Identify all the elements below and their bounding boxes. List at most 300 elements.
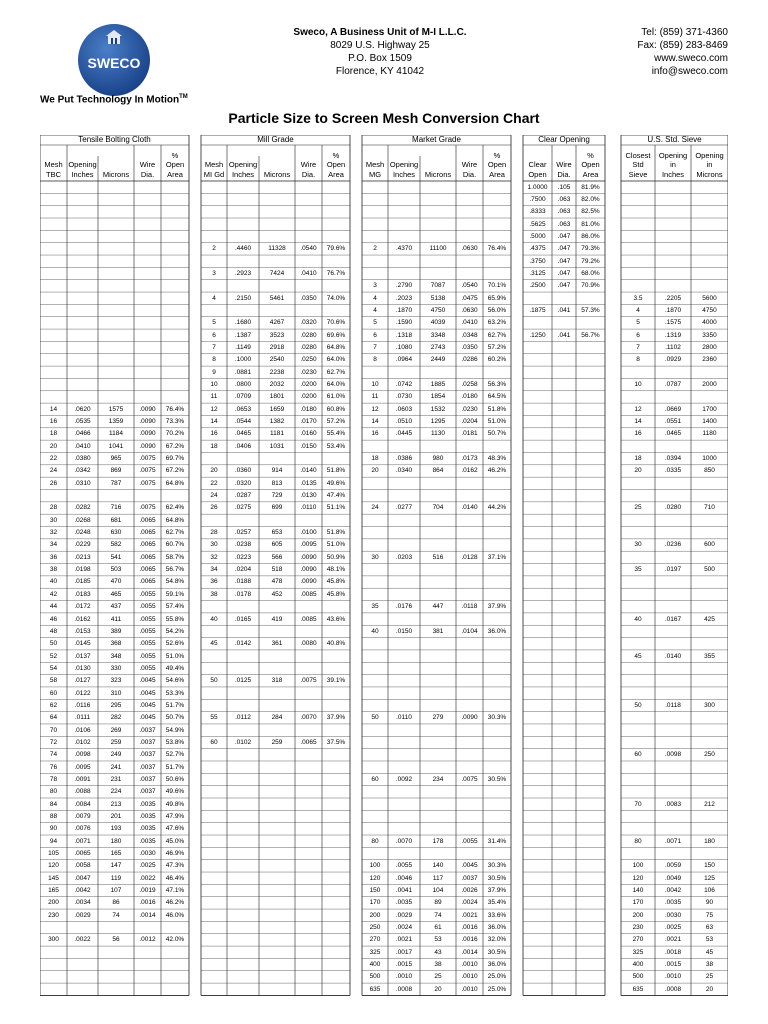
table-cell: 653 [271, 529, 283, 537]
table-cell: 30 [210, 541, 218, 549]
table-cell: 37.9% [487, 603, 507, 611]
table-cell: .0410 [74, 442, 91, 450]
table-cell: 1532 [430, 405, 446, 413]
chart-title: Particle Size to Screen Mesh Conversion Chart [228, 110, 540, 126]
table-cell: 33.6% [487, 911, 507, 919]
table-cell: .0223 [234, 553, 252, 561]
table-cell: 38 [705, 961, 714, 969]
table-cell: 200 [369, 911, 381, 919]
table-cell: .0277 [395, 504, 413, 512]
table-cell: 7 [373, 344, 377, 352]
table-cell: .0065 [139, 553, 156, 561]
table-cell: 70.6% [326, 319, 346, 327]
table-cell: .0320 [234, 479, 252, 487]
table-cell: .0287 [234, 492, 252, 500]
table-cell: .0018 [664, 948, 682, 956]
table-cell: .063 [557, 195, 571, 203]
table-cell: 36.0% [487, 961, 507, 969]
table-cell: .0250 [300, 356, 317, 364]
table-cell: 65.9% [487, 294, 507, 302]
table-cell: 180 [110, 837, 122, 845]
table-cell: .0410 [461, 319, 478, 327]
table-cell: .1149 [235, 344, 251, 352]
table-cell: 72 [49, 738, 58, 746]
table-cell: 76 [49, 763, 58, 771]
table-cell: 44 [49, 603, 58, 611]
table-cell: 53.4% [326, 442, 346, 450]
table-cell: .0475 [461, 294, 478, 302]
table-cell: 478 [271, 578, 283, 586]
table-cell: .0929 [664, 356, 682, 364]
table-cell: .041 [557, 307, 571, 314]
table-cell: 80 [49, 788, 58, 796]
table-cell: 12 [634, 405, 642, 413]
table-cell: 81.0% [581, 220, 600, 228]
table-cell: 24 [49, 467, 58, 475]
table-cell: .2023 [395, 294, 413, 302]
table-cell: .0248 [74, 529, 91, 537]
table-cell: .0167 [664, 615, 682, 623]
table-cell: .0055 [139, 603, 156, 611]
table-cell: 68.0% [581, 269, 600, 277]
table-cell: .0037 [139, 763, 156, 771]
table-cell: 16 [49, 418, 58, 426]
table-cell: .0268 [74, 516, 91, 524]
column-header: Opening in Inches [658, 150, 688, 179]
column-header: Mesh MI Gd [203, 160, 225, 179]
table-cell: .0016 [461, 924, 478, 931]
table-cell: 35 [371, 603, 379, 611]
table-cell: 147 [110, 862, 122, 870]
table-cell: 69.7% [165, 455, 185, 463]
table-cell: 14 [49, 405, 58, 413]
table-cell: 47.6% [165, 825, 185, 833]
column-header: % Open Area [581, 150, 600, 179]
table-cell: .0055 [139, 652, 156, 660]
table-cell: 60.7% [165, 541, 185, 549]
table-cell: .0102 [234, 738, 252, 746]
table-cell: 42 [49, 590, 58, 598]
table-cell: .0042 [74, 886, 91, 894]
table-cell: 67.2% [165, 442, 185, 450]
table-cell: .0386 [395, 455, 413, 463]
table-cell: .7500 [529, 195, 546, 203]
table-cell: .0055 [139, 664, 156, 672]
table-cell: 1700 [702, 405, 717, 413]
table-cell: 11328 [268, 245, 286, 253]
table-cell: 30.3% [487, 862, 507, 870]
column-header: Wire Dia. [556, 160, 572, 179]
table-cell: .0055 [395, 862, 413, 870]
table-cell: .0544 [234, 418, 252, 426]
table-cell: 26 [210, 504, 218, 512]
table-cell: 850 [704, 467, 715, 475]
table-cell: 1.0000 [527, 183, 548, 191]
table-cell: 5 [373, 319, 377, 327]
table-cell: 14 [371, 418, 379, 426]
table-cell: 86.0% [581, 232, 600, 240]
table-cell: .0540 [300, 245, 317, 253]
table-cell: 55 [210, 714, 218, 722]
table-cell: .105 [557, 183, 571, 191]
table-cell: .0055 [139, 615, 156, 623]
table-cell: .0092 [395, 775, 413, 783]
table-cell: .0029 [74, 911, 91, 919]
table-cell: 62.4% [165, 504, 185, 512]
table-cell: .0021 [664, 936, 682, 944]
table-cell: 4 [373, 294, 377, 302]
table-cell: .0035 [395, 899, 413, 907]
table-cell: .0551 [664, 418, 682, 426]
table-cell: .0055 [139, 627, 156, 635]
table-cell: 60 [371, 775, 379, 783]
table-cell: .0340 [395, 467, 413, 475]
table-cell: .0037 [461, 874, 478, 882]
column-header: Microns [424, 169, 452, 179]
table-cell: .0730 [395, 393, 413, 401]
table-cell: 411 [110, 615, 122, 623]
table-cell: .0098 [74, 751, 91, 759]
table-cell: 1382 [269, 418, 285, 426]
table-cell: 8 [636, 356, 640, 364]
table-cell: .0204 [461, 418, 478, 426]
table-cell: 47.1% [165, 886, 185, 894]
table-cell: 400 [369, 961, 381, 969]
table-cell: .0172 [74, 603, 91, 611]
table-cell: .1080 [395, 344, 413, 352]
table-cell: 465 [110, 590, 122, 598]
table-cell: .0669 [664, 405, 682, 413]
table-cell: 300 [48, 936, 59, 944]
table-cell: 231 [110, 775, 122, 783]
table-cell: 51.7% [165, 701, 185, 709]
table-cell: 80 [371, 837, 379, 845]
table-cell: .0037 [139, 775, 156, 783]
table-cell: 57.2% [326, 418, 346, 426]
table-cell: .0140 [664, 652, 682, 660]
table-cell: 566 [271, 553, 283, 561]
table-cell: 250 [369, 924, 381, 931]
table-cell: 2360 [702, 356, 717, 364]
table-cell: .0030 [664, 911, 682, 919]
table-cell: 6 [212, 331, 216, 339]
table-cell: 325 [632, 948, 644, 956]
table-cell: .0183 [74, 590, 91, 598]
table-cell: 47.9% [165, 812, 185, 820]
table-cell: .0535 [74, 418, 91, 426]
table-cell: 30.3% [487, 714, 507, 722]
table-cell: .0348 [461, 331, 478, 339]
table-cell: .0049 [664, 874, 682, 882]
table-cell: 193 [110, 825, 122, 833]
table-cell: 57.2% [487, 344, 507, 352]
table-cell: .0065 [139, 541, 156, 549]
table-cell: 40 [49, 578, 58, 586]
table-cell: 6 [373, 331, 377, 339]
table-cell: 681 [110, 516, 122, 524]
table-cell: .0130 [300, 492, 317, 500]
table-cell: 70 [634, 800, 642, 808]
table-cell: 49.6% [326, 479, 346, 487]
table-cell: 270 [369, 936, 381, 944]
table-cell: .0035 [139, 800, 156, 808]
table-cell: 250 [704, 751, 715, 759]
table-cell: 6 [636, 331, 640, 339]
table-cell: 1130 [431, 430, 445, 438]
table-cell: 18 [634, 455, 642, 463]
table-cell: 53 [434, 936, 442, 944]
table-cell: 25.0% [487, 973, 507, 981]
email-link[interactable]: info@sweco.com [651, 66, 728, 77]
table-cell: 582 [110, 541, 122, 549]
table-cell: .0150 [395, 627, 413, 635]
table-cell: .0280 [664, 504, 682, 512]
table-cell: .1870 [664, 307, 682, 314]
table-cell: .0016 [139, 899, 156, 907]
table-cell: 51.8% [326, 467, 346, 475]
address-line-3: Florence, KY 41042 [335, 66, 425, 77]
table-cell: 30.5% [487, 874, 507, 882]
table-cell: 10 [634, 381, 642, 389]
table-cell: 60 [210, 738, 218, 746]
table-cell: 64.5% [487, 393, 507, 401]
table-cell: 419 [271, 615, 283, 623]
table-cell: 20 [49, 442, 58, 450]
table-cell: .0084 [74, 800, 91, 808]
table-cell: 32 [49, 529, 58, 537]
table-cell: 170 [369, 899, 381, 907]
table-cell: .0128 [461, 553, 478, 561]
table-cell: .0037 [139, 751, 156, 759]
table-cell: 20 [434, 985, 442, 993]
table-cell: .0380 [74, 455, 91, 463]
table-cell: 213 [110, 800, 122, 808]
table-cell: 57.4% [165, 603, 185, 611]
table-cell: 5 [636, 319, 640, 327]
table-cell: 42.0% [165, 936, 185, 944]
table-cell: 63 [705, 924, 714, 931]
table-cell: 5461 [269, 294, 285, 302]
table-cell: .0065 [300, 738, 317, 746]
table-cell: 635 [369, 985, 381, 993]
table-cell: 3.5 [633, 294, 643, 302]
table-cell: 49.6% [165, 788, 185, 796]
table-cell: .0200 [300, 381, 317, 389]
table-cell: .0106 [74, 726, 91, 734]
table-cell: 699 [271, 504, 283, 512]
table-cell: 4750 [702, 307, 717, 314]
table-cell: 107 [110, 886, 122, 894]
table-cell: 64 [49, 714, 58, 722]
table-cell: .0135 [300, 479, 317, 487]
table-cell: 1400 [702, 418, 717, 426]
table-cell: 3 [212, 269, 216, 277]
table-cell: 62.7% [326, 368, 346, 376]
table-cell: .0024 [395, 924, 413, 931]
table-cell: 82.0% [581, 195, 600, 203]
table-cell: 25.0% [487, 985, 507, 993]
table-cell: 120 [369, 874, 381, 882]
table-cell: 53.3% [165, 689, 185, 697]
table-cell: 37.5% [326, 738, 346, 746]
company-address [250, 26, 510, 78]
table-cell: .0090 [139, 418, 156, 426]
table-cell: .063 [557, 220, 571, 228]
table-cell: .0466 [74, 430, 91, 438]
table-cell: .0140 [461, 504, 478, 512]
table-cell: 59.1% [165, 590, 185, 598]
table-cell: .0320 [300, 319, 317, 327]
table-cell: .0055 [139, 590, 156, 598]
table-cell: .0465 [234, 430, 252, 438]
table-cell: 3350 [702, 331, 717, 339]
table-cell: .0079 [74, 812, 91, 820]
section-title: Market Grade [412, 135, 461, 144]
table-cell: 61.0% [326, 393, 346, 401]
table-cell: 18 [371, 455, 379, 463]
table-cell: 74 [49, 751, 58, 759]
table-cell: 249 [110, 751, 122, 759]
table-cell: 51.0% [326, 541, 346, 549]
table-cell: 40 [371, 627, 379, 635]
table-cell: .0091 [74, 775, 91, 783]
table-cell: 50 [49, 640, 58, 648]
column-header: Wire Dia. [300, 160, 317, 179]
table-cell: 55.4% [326, 430, 346, 438]
table-cell: .0024 [461, 899, 478, 907]
table-cell: 284 [271, 714, 283, 722]
table-cell: .0150 [300, 442, 317, 450]
table-cell: 20 [634, 467, 642, 475]
table-cell: .0041 [395, 886, 413, 894]
table-cell: 105 [48, 849, 59, 857]
table-cell: 50.6% [165, 775, 185, 783]
table-cell: 914 [271, 467, 283, 475]
table-cell: 43 [434, 948, 442, 956]
table-cell: 4039 [430, 319, 446, 327]
table-cell: 51.0% [165, 652, 185, 660]
table-cell: .0127 [74, 677, 91, 685]
table-cell: 74 [112, 911, 120, 919]
table-cell: 4000 [702, 319, 717, 327]
table-cell: 140 [432, 862, 444, 870]
table-cell: 73.3% [165, 418, 185, 426]
sweco-logo [76, 22, 152, 98]
table-cell: 165 [48, 886, 59, 894]
table-cell: .0065 [139, 578, 156, 586]
table-cell: 48 [49, 627, 58, 635]
table-cell: 38 [49, 566, 58, 574]
table-cell: 64.8% [165, 479, 185, 487]
section-title: Tensile Bolting Cloth [78, 135, 151, 144]
table-cell: .0165 [234, 615, 252, 623]
table-cell: .0059 [664, 862, 682, 870]
table-cell: .0100 [300, 529, 317, 537]
table-cell: 704 [432, 504, 444, 512]
table-cell: .0045 [139, 677, 156, 685]
table-cell: 8 [212, 356, 216, 364]
table-cell: .0088 [74, 788, 91, 796]
table-cell: 56.0% [487, 307, 507, 314]
table-cell: 1181 [270, 430, 284, 438]
table-cell: .0620 [74, 405, 91, 413]
table-cell: 45 [705, 948, 714, 956]
table-cell: .0145 [74, 640, 91, 648]
table-cell: .4460 [234, 245, 252, 253]
table-cell: .0058 [74, 862, 91, 870]
table-cell: 20 [210, 467, 218, 475]
tagline: We Put Technology In Motion™ [40, 94, 188, 106]
table-cell: .0160 [300, 430, 317, 438]
table-cell: 361 [271, 640, 283, 648]
table-cell: 12 [210, 405, 218, 413]
table-cell: 516 [432, 553, 444, 561]
column-header: Microns [263, 169, 291, 179]
table-cell: 64.8% [326, 344, 346, 352]
table-cell: 145 [48, 874, 59, 882]
table-cell: 54 [49, 664, 58, 672]
table-cell: .0015 [395, 961, 413, 969]
table-cell: .0102 [74, 738, 91, 746]
table-cell: .0010 [395, 973, 413, 981]
table-cell: 7 [212, 344, 216, 352]
table-cell: 94 [49, 837, 58, 845]
table-cell: 787 [110, 479, 122, 487]
table-cell: 37.9% [487, 886, 507, 894]
table-cell: .0170 [300, 418, 317, 426]
table-cell: 60.2% [487, 356, 507, 364]
table-cell: 282 [110, 714, 122, 722]
table-cell: 11 [371, 393, 379, 401]
table-cell: .0360 [234, 467, 252, 475]
table-cell: 9 [212, 368, 216, 376]
table-cell: .0140 [300, 467, 317, 475]
table-cell: .2790 [395, 282, 413, 290]
table-cell: 51.0% [487, 418, 507, 426]
table-cell: .0012 [139, 936, 156, 944]
table-cell: 12 [371, 405, 379, 413]
table-cell: 7424 [269, 269, 285, 277]
table-cell: .0122 [74, 689, 91, 697]
table-cell: 224 [110, 788, 122, 796]
column-header: Wire Dia. [139, 160, 156, 179]
table-cell: 50.9% [326, 553, 346, 561]
table-cell: 201 [110, 812, 122, 820]
table-cell: 45.0% [165, 837, 185, 845]
table-cell: 2918 [269, 344, 285, 352]
table-cell: 16 [371, 430, 379, 438]
table-cell: .0010 [461, 961, 478, 969]
website-link[interactable]: www.sweco.com [654, 53, 728, 64]
table-cell: 10 [210, 381, 218, 389]
table-cell: 200 [48, 899, 59, 907]
table-cell: .0213 [74, 553, 91, 561]
table-cell: .3750 [529, 257, 546, 265]
table-cell: .0180 [300, 405, 317, 413]
table-cell: 323 [110, 677, 122, 685]
column-header: % Open Area [165, 150, 185, 179]
table-cell: .0095 [300, 541, 317, 549]
table-cell: 400 [632, 961, 644, 969]
table-cell: 90 [705, 899, 714, 907]
table-cell: 1295 [430, 418, 446, 426]
table-cell: 16 [634, 430, 642, 438]
column-header: % Open Area [487, 150, 507, 179]
table-cell: 125 [704, 874, 715, 882]
table-cell: .0112 [235, 714, 251, 722]
table-cell: .0075 [139, 467, 156, 475]
table-cell: .0045 [139, 714, 156, 722]
